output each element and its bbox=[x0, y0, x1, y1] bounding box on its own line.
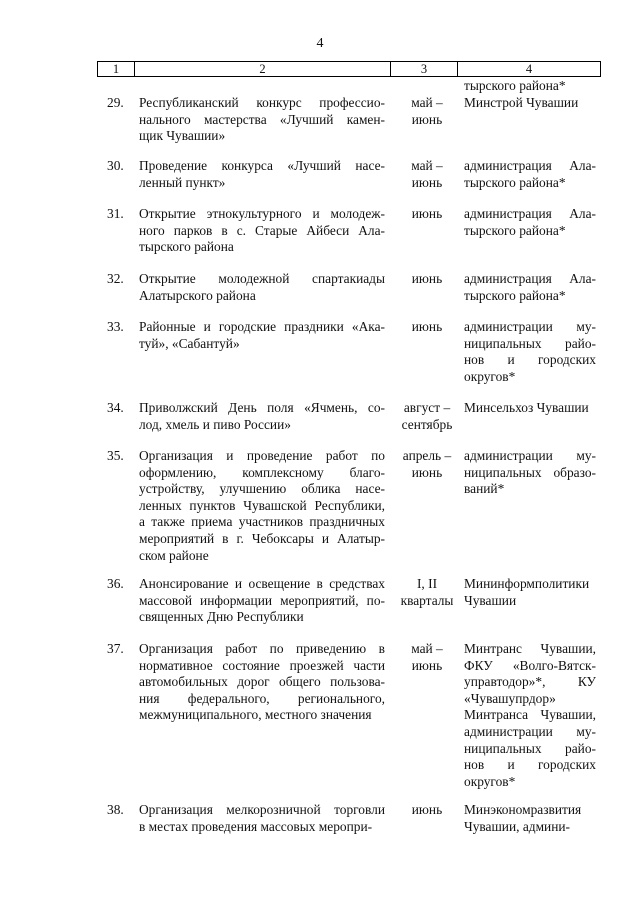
event-term-line: май – bbox=[411, 641, 443, 656]
carryover-responsible bbox=[464, 78, 596, 95]
event-term-line: май – bbox=[411, 158, 443, 173]
row-number: 30. bbox=[107, 158, 124, 173]
row-number: 33. bbox=[107, 319, 124, 334]
event-responsible-line: администрации му- bbox=[464, 723, 596, 739]
event-name-line: оформлению, комплексному благо- bbox=[139, 464, 385, 480]
event-name-line: Алатырского района bbox=[139, 287, 256, 303]
event-name-line: межмуниципального, местного значения bbox=[139, 707, 372, 723]
event-responsible-line: ваний* bbox=[464, 481, 505, 497]
event-name-line: Анонсирование и освещение в средствах bbox=[139, 576, 385, 591]
event-name-line: в местах проведения массовых меропри- bbox=[139, 818, 373, 834]
event-responsible-line: Минсельхоз Чувашии bbox=[464, 400, 589, 415]
column-number-header bbox=[97, 61, 601, 77]
event-responsible-line: тырского района* bbox=[464, 174, 566, 190]
event-responsible bbox=[464, 400, 596, 417]
event-name-line: Приволжский День поля «Ячмень, со- bbox=[139, 400, 385, 415]
event-responsible-line: администрации му- bbox=[464, 448, 596, 463]
event-name bbox=[139, 206, 385, 256]
event-name-line: нального мастерства «Лучший камен- bbox=[139, 111, 385, 127]
event-term bbox=[398, 319, 456, 336]
event-responsible-line: администрация Ала- bbox=[464, 271, 596, 286]
event-name-line: автомобильных дорог общего пользова- bbox=[139, 674, 385, 690]
event-name-line: тырского района bbox=[139, 239, 234, 255]
event-responsible-line: Чувашии bbox=[464, 592, 517, 608]
event-name bbox=[139, 641, 385, 724]
event-name bbox=[139, 576, 385, 626]
event-term-line: апрель – bbox=[402, 448, 452, 463]
event-name-line: ленных пунктов Чувашской Республики, bbox=[139, 497, 385, 513]
column-number-3: 3 bbox=[391, 62, 458, 77]
event-term-line: июнь bbox=[411, 464, 443, 480]
event-responsible-line: Минтранс Чувашии, bbox=[464, 641, 596, 656]
event-name-line: Республиканский конкурс профессио- bbox=[139, 95, 385, 110]
event-responsible-line: управтодор»*, КУ bbox=[464, 674, 596, 690]
row-number: 31. bbox=[107, 206, 124, 221]
event-responsible-line: округов* bbox=[464, 368, 516, 384]
event-term-line: июнь bbox=[411, 271, 443, 286]
event-term-line: июнь bbox=[411, 206, 443, 221]
event-term-line: I, II bbox=[416, 576, 438, 591]
event-term-line: май – bbox=[411, 95, 443, 110]
event-name-line: устройству, улучшению облика насе- bbox=[139, 481, 385, 497]
event-term-line: июнь bbox=[411, 319, 443, 334]
event-term bbox=[398, 400, 456, 433]
event-name bbox=[139, 95, 385, 145]
event-responsible-line: Минэкономразвития bbox=[464, 802, 582, 817]
event-name-line: священных Дню Республики bbox=[139, 609, 304, 625]
event-term-line: июнь bbox=[411, 802, 443, 817]
event-term bbox=[398, 576, 456, 609]
event-responsible-line: администрации му- bbox=[464, 319, 596, 334]
row-number: 38. bbox=[107, 802, 124, 817]
row-number: 36. bbox=[107, 576, 124, 591]
event-responsible-line: Мининформполитики bbox=[464, 576, 590, 591]
row-number: 32. bbox=[107, 271, 124, 286]
event-name-line: Открытие этнокультурного и молодеж- bbox=[139, 206, 385, 221]
event-term bbox=[398, 158, 456, 191]
event-name-line: щик Чувашии» bbox=[139, 128, 226, 144]
event-term-line: кварталы bbox=[400, 592, 454, 608]
event-responsible bbox=[464, 206, 596, 239]
event-name-line: туй», «Сабантуй» bbox=[139, 335, 240, 351]
column-number-4: 4 bbox=[458, 62, 601, 77]
column-number-1: 1 bbox=[98, 62, 135, 77]
event-responsible bbox=[464, 641, 596, 790]
event-name-line: лод, хмель и пиво России» bbox=[139, 416, 291, 432]
event-term-line: июнь bbox=[411, 111, 443, 127]
event-responsible-line: ниципальных райо- bbox=[464, 335, 596, 351]
event-term bbox=[398, 448, 456, 481]
event-name-line: а также приема участников праздничных bbox=[139, 514, 385, 530]
event-term bbox=[398, 641, 456, 674]
event-responsible-line: Минстрой Чувашии bbox=[464, 95, 579, 110]
event-responsible-line: округов* bbox=[464, 773, 516, 789]
event-name-line: Организация мелкорозничной торговли bbox=[139, 802, 385, 817]
event-name-line: Организация работ по приведению в bbox=[139, 641, 385, 656]
event-responsible-line: нов и городских bbox=[464, 757, 596, 773]
row-number: 37. bbox=[107, 641, 124, 656]
event-term-line: сентябрь bbox=[401, 416, 453, 432]
column-number-2: 2 bbox=[135, 62, 391, 77]
event-responsible bbox=[464, 158, 596, 191]
event-responsible bbox=[464, 319, 596, 385]
event-name-line: Проведение конкурса «Лучший насе- bbox=[139, 158, 385, 173]
carryover-text: тырского района* bbox=[464, 78, 566, 93]
event-responsible-line: ниципальных райо- bbox=[464, 740, 596, 756]
event-responsible bbox=[464, 448, 596, 498]
event-name-line: ленный пункт» bbox=[139, 174, 226, 190]
event-responsible-line: ниципальных образо- bbox=[464, 464, 596, 480]
event-responsible-line: ФКУ «Волго-Вятск- bbox=[464, 657, 596, 673]
event-name bbox=[139, 319, 385, 352]
event-term-line: июнь bbox=[411, 657, 443, 673]
event-name-line: ния федерального, регионального, bbox=[139, 690, 385, 706]
page-number: 4 bbox=[316, 36, 324, 51]
row-number: 29. bbox=[107, 95, 124, 110]
event-responsible-line: тырского района* bbox=[464, 222, 566, 238]
event-responsible bbox=[464, 95, 596, 112]
event-name-line: нормативное состояние проезжей части bbox=[139, 657, 385, 673]
event-responsible-line: Минтранса Чувашии, bbox=[464, 707, 596, 723]
event-name bbox=[139, 271, 385, 304]
event-responsible bbox=[464, 802, 596, 835]
event-name-line: ного парков в с. Старые Айбеси Ала- bbox=[139, 222, 385, 238]
event-term bbox=[398, 271, 456, 288]
event-responsible bbox=[464, 271, 596, 304]
event-name-line: Организация и проведение работ по bbox=[139, 448, 385, 463]
event-name-line: Районные и городские праздники «Ака- bbox=[139, 319, 385, 334]
event-responsible-line: Чувашии, админи- bbox=[464, 818, 571, 834]
event-name-line: ском районе bbox=[139, 547, 209, 563]
event-name-line: массовой информации мероприятий, по- bbox=[139, 592, 385, 608]
event-name bbox=[139, 802, 385, 835]
event-name bbox=[139, 158, 385, 191]
event-responsible-line: «Чувашупрдор» bbox=[464, 690, 556, 706]
event-responsible bbox=[464, 576, 596, 609]
event-responsible-line: администрация Ала- bbox=[464, 158, 596, 173]
event-term-line: июнь bbox=[411, 174, 443, 190]
event-name-line: мероприятий в г. Чебоксары и Алатыр- bbox=[139, 530, 385, 546]
event-term bbox=[398, 95, 456, 128]
event-responsible-line: нов и городских bbox=[464, 352, 596, 368]
event-name bbox=[139, 448, 385, 564]
row-number: 35. bbox=[107, 448, 124, 463]
event-name-line: Открытие молодежной спартакиады bbox=[139, 271, 385, 286]
event-term bbox=[398, 802, 456, 819]
event-responsible-line: тырского района* bbox=[464, 287, 566, 303]
event-term bbox=[398, 206, 456, 223]
event-term-line: август – bbox=[403, 400, 451, 415]
event-responsible-line: администрация Ала- bbox=[464, 206, 596, 221]
event-name bbox=[139, 400, 385, 433]
row-number: 34. bbox=[107, 400, 124, 415]
